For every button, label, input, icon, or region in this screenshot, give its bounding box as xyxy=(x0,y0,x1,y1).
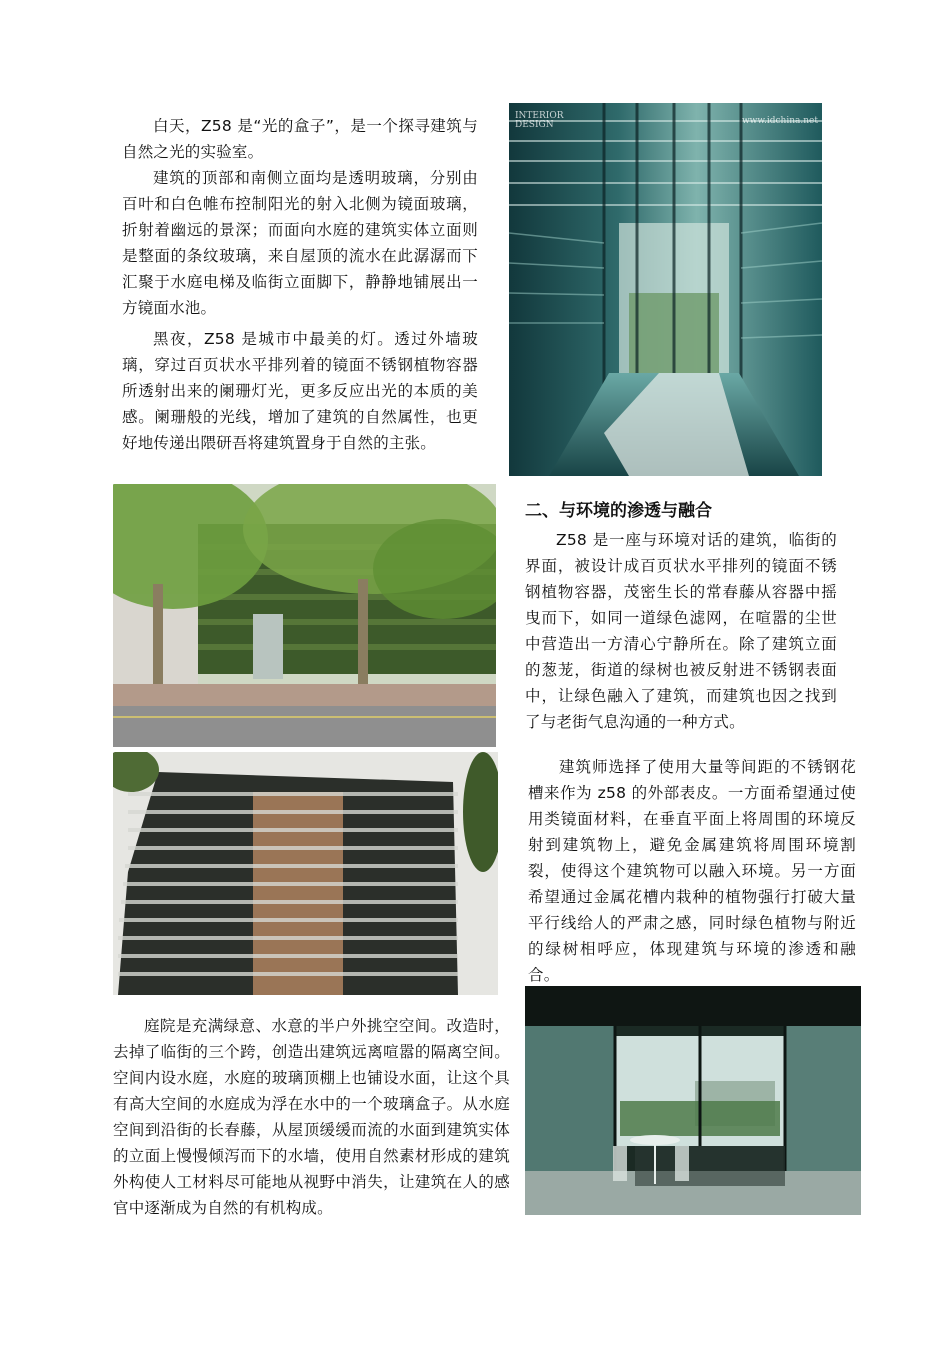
text-block-courtyard xyxy=(113,1013,510,1221)
photo-planter-facade xyxy=(113,752,498,995)
section-2 xyxy=(525,499,837,735)
photo-street-facade xyxy=(113,484,496,747)
paragraph-courtyard: 庭院是充满绿意、水意的半户外挑空空间。改造时，去掉了临街的三个跨，创造出建筑远离喧嚣的隔离空间。空间内设水庭，水庭的玻璃顶棚上也铺设水面，让这个具有高大空间的水庭成为浮在水中的一个玻璃盒子。从水庭空间到沿街的长春藤，从屋顶缓缓而流的水面到建筑实体的立面上慢慢倾泻而下的水墙，使用自然素材形成的建筑外构使人工材料尽可能地从视野中消失，让建筑在人的感官中逐渐成为自然的有机构成。 xyxy=(113,1017,510,1217)
photo-glass-atrium xyxy=(509,103,822,476)
photo-glass-room xyxy=(525,986,861,1215)
watermark-site: www.idchina.net xyxy=(741,116,818,126)
paragraph-daytime: 白天，Z58 是“光的盒子”，是一个探寻建筑与自然之光的实验室。 xyxy=(122,117,478,161)
section-2-heading: 二、与环境的渗透与融合 xyxy=(525,501,712,521)
paragraph-environment-dialogue: Z58 是一座与环境对话的建筑，临街的界面，被设计成百页状水平排列的镜面不锈钢植物容器，茂密生长的常春藤从容器中摇曳而下，如同一道绿色滤网，在喧嚣的尘世中营造出一方清心宁静所在。除了建筑立面的葱茏，街道的绿树也被反射进不锈钢表面中，让绿色融入了建筑，而建筑也因之找到了与老街气息沟通的一种方式。 xyxy=(525,531,837,731)
watermark-brand-line1: INTERIOR xyxy=(515,111,564,121)
paragraph-steel-planters: 建筑师选择了使用大量等间距的不锈钢花槽来作为 z58 的外部表皮。一方面希望通过使用类镜面材料，在垂直平面上将周围的环境反射到建筑物上，避免金属建筑将周围环境割裂，使得这个建筑物可以融入环境。另一方面希望通过金属花槽内栽种的植物强行打破大量平行线给人的严肃之感，同时绿色植物与附近的绿树相呼应，体现建筑与环境的渗透和融合。 xyxy=(528,758,856,984)
paragraph-night: 黑夜，Z58 是城市中最美的灯。透过外墙玻璃，穿过百页状水平排列着的镜面不锈钢植物容器所透射出来的阑珊灯光，更多反应出光的本质的美感。阑珊般的光线，增加了建筑的自然属性，也更好地传递出隈研吾将建筑置身于自然的主张。 xyxy=(122,330,478,452)
watermark-brand xyxy=(515,112,564,130)
text-block-planters xyxy=(528,754,856,988)
text-block-top-left xyxy=(122,113,478,456)
watermark-brand-line2: DESIGN xyxy=(515,120,554,130)
paragraph-glass-facade: 建筑的顶部和南侧立面均是透明玻璃，分别由百叶和白色帷布控制阳光的射入北侧为镜面玻璃，折射着幽远的景深；而面向水庭的建筑实体立面则是整面的条纹玻璃，来自屋顶的流水在此潺潺而下汇聚于水庭电梯及临街立面脚下，静静地铺展出一方镜面水池。 xyxy=(122,169,478,317)
